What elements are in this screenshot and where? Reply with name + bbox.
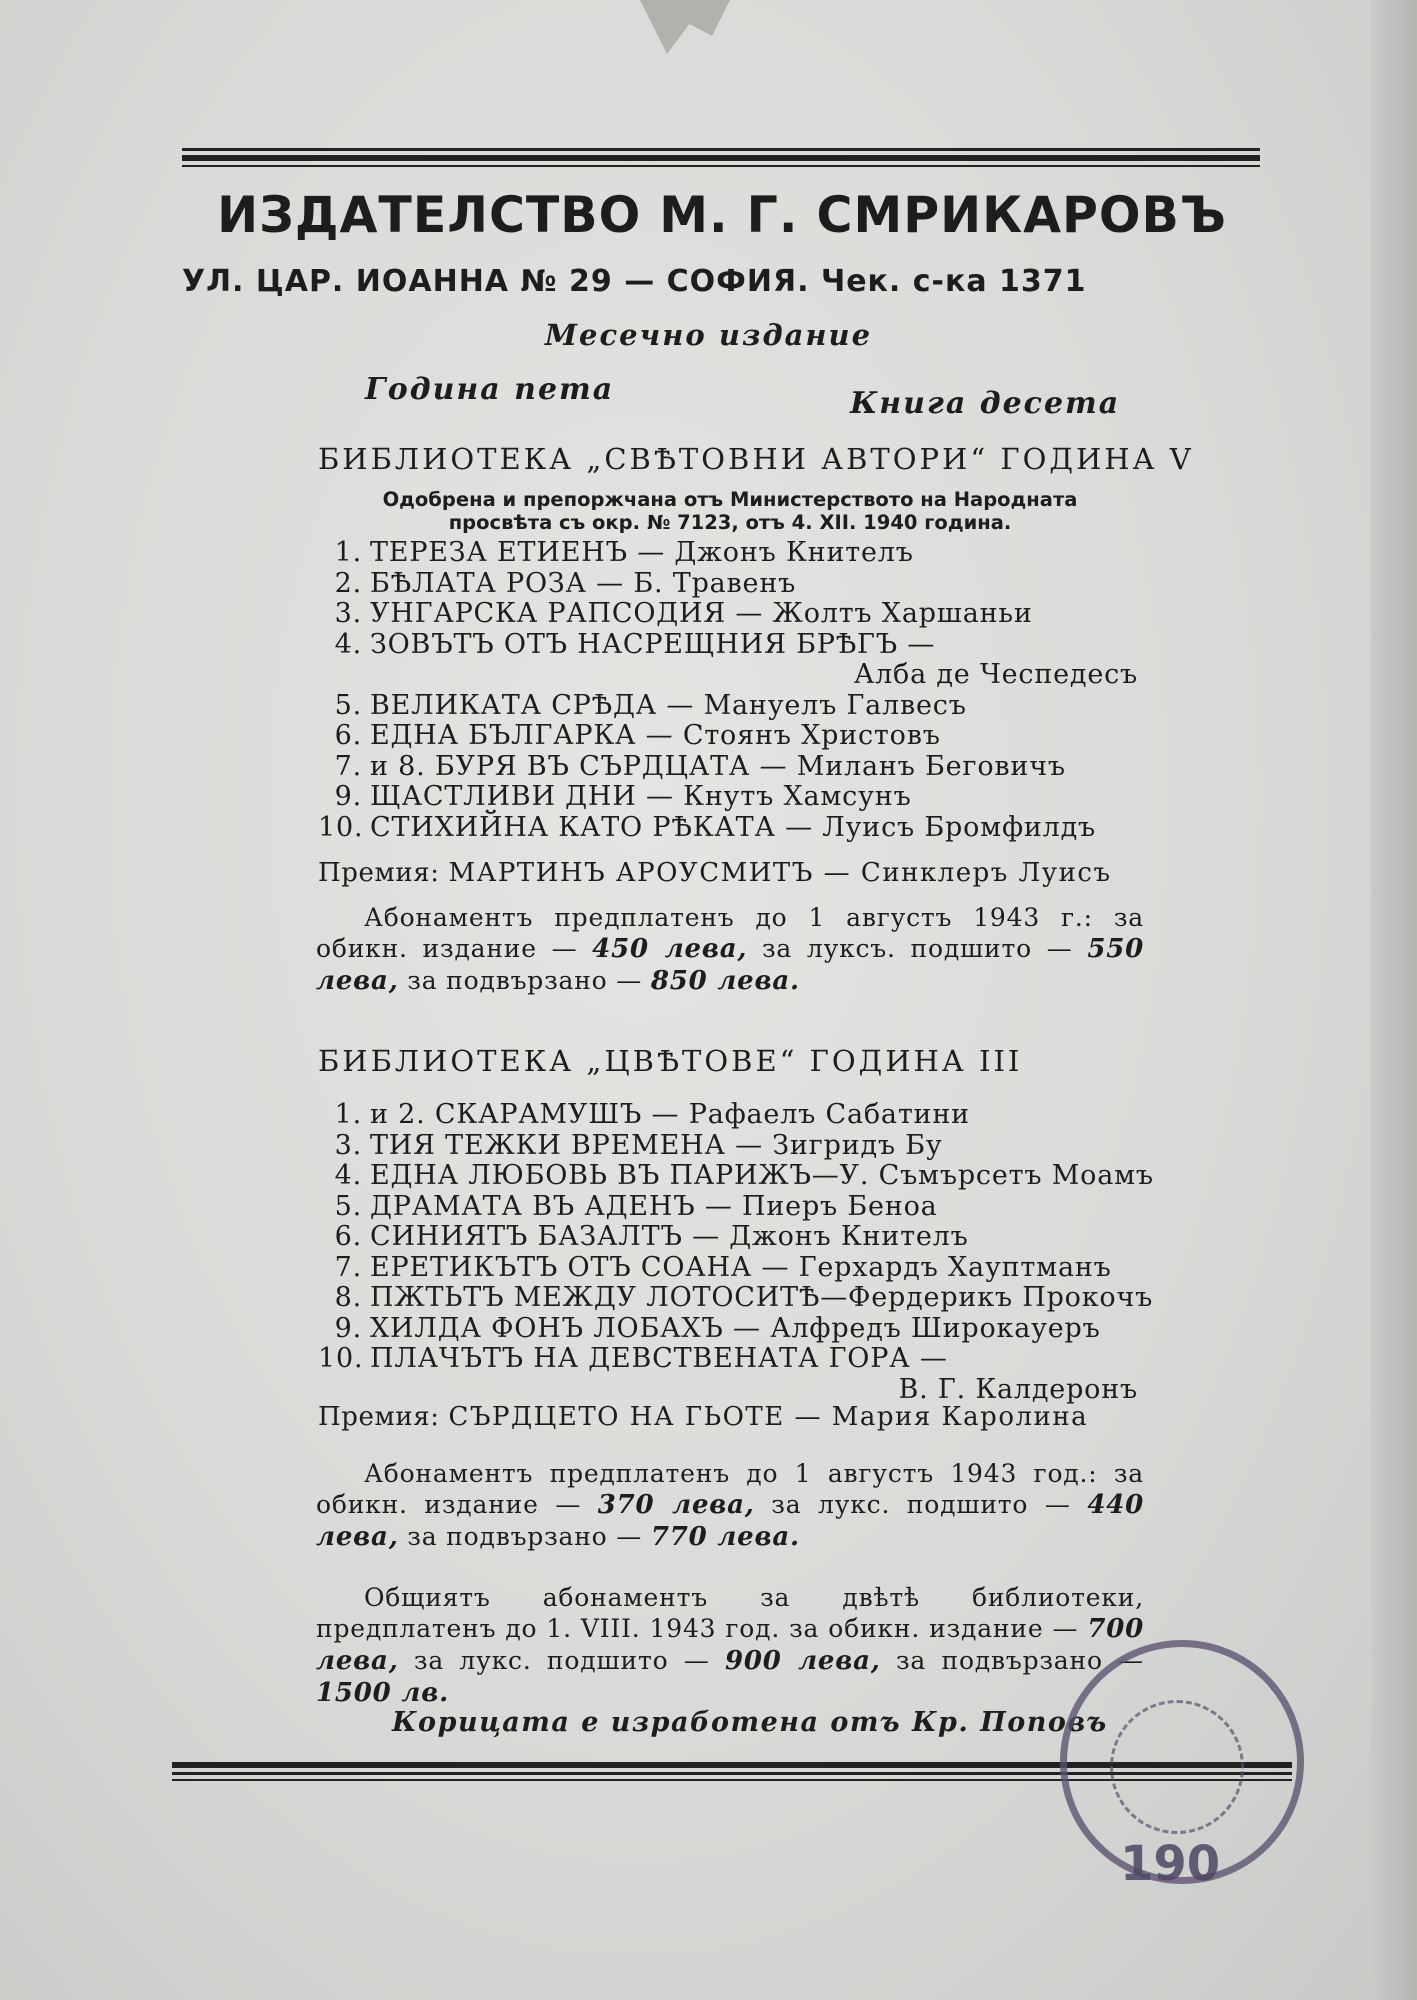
list-item: 4. ЕДНА ЛЮБОВЬ ВЪ ПАРИЖЪ—У. Съмърсетъ Моамъ xyxy=(334,1160,1154,1191)
list-item: 3. ТИЯ ТЕЖКИ ВРЕМЕНА — Зигридъ Бу xyxy=(334,1129,943,1161)
list-item: 9. ХИЛДА ФОНЪ ЛОБАХЪ — Алфредъ Широкауеръ xyxy=(334,1312,1101,1344)
monthly-edition: Месечно издание xyxy=(544,318,873,352)
list-item: 8. ПЖТЬТЪ МЕЖДУ ЛОТОСИТѢ—Фердерикъ Прокочъ xyxy=(334,1282,1154,1313)
list-item: 7. ЕРЕТИКЪТЪ ОТЪ СОАНА — Герхардъ Хауптманъ xyxy=(334,1251,1112,1283)
list-item: 1. и 2. СКАРАМУШЪ — Рафаелъ Сабатини xyxy=(334,1099,970,1130)
world-authors-list xyxy=(318,538,1148,843)
list-item: 10. СТИХИЙНА КАТО РѢКАТА — Луисъ Бромфилдъ xyxy=(318,811,1097,843)
approval-note: Одобрена и препоржчана отъ Министерството на Народната просвѣта съ окр. № 7123, отъ 4. XII. 1940 година. xyxy=(382,488,1078,534)
list-item: 2. БѢЛАТА РОЗА — Б. Травенъ xyxy=(334,567,797,599)
list-item-continuation: В. Г. Калдеронъ xyxy=(898,1373,1138,1405)
subscription-note-1: Абонаментъ предплатенъ до 1 августъ 1943 г.: за обикн. издание — 450 лева, за луксъ. подшито — 550 лева, за подвързано — 850 лева. xyxy=(316,903,1144,996)
library-stamp-inner-ring xyxy=(1110,1700,1244,1834)
list-item: 6. ЕДНА БЪЛГАРКА — Стоянъ Христовъ xyxy=(334,720,941,751)
year-label: Година пета xyxy=(365,372,615,407)
publisher-title: ИЗДАТЕЛСТВО М. Г. СМРИКАРОВЪ xyxy=(217,186,1227,244)
top-rule xyxy=(182,148,1260,167)
subscription-note-2: Абонаментъ предплатенъ до 1 августъ 1943 год.: за обикн. издание — 370 лева, за лукс. подшито — 440 лева, за подвързано — 770 лева. xyxy=(316,1459,1144,1552)
prize-line-2: Премия: СЪРДЦЕТО НА ГЬОТЕ — Мария Каролина xyxy=(318,1402,1089,1432)
publisher-address: УЛ. ЦАР. ИОАННА № 29 — СОФИЯ. Чек. с-ка 1371 xyxy=(182,264,1087,299)
library-heading-flowers: БИБЛИОТЕКА „ЦВѢТОВЕ“ ГОДИНА III xyxy=(318,1044,1023,1078)
list-item: 4. ЗОВЪТЪ ОТЪ НАСРЕЩНИЯ БРѢГЪ — xyxy=(334,628,936,660)
prize-line-1: Премия: МАРТИНЪ АРОУСМИТЪ — Синклеръ Луисъ xyxy=(318,858,1112,888)
list-item: 10. ПЛАЧЪТЪ НА ДЕВСТВЕНАТА ГОРА — xyxy=(318,1343,948,1374)
list-item: 5. ВЕЛИКАТА СРѢДА — Мануелъ Галвесъ xyxy=(334,689,967,721)
list-item: 5. ДРАМАТА ВЪ АДЕНЪ — Пиеръ Беноа xyxy=(334,1190,938,1222)
paper-edge xyxy=(1371,0,1417,2000)
list-item: 6. СИНИЯТЪ БАЗАЛТЪ — Джонъ Кнителъ xyxy=(334,1221,969,1252)
stamp-number: 190 xyxy=(1120,1836,1221,1892)
library-heading-world-authors: БИБЛИОТЕКА „СВѢТОВНИ АВТОРИ“ ГОДИНА V xyxy=(318,442,1194,476)
torn-corner xyxy=(640,0,730,60)
cover-credit: Корицата е изработена отъ Кр. Поповъ xyxy=(392,1707,1108,1738)
book-label: Книга десета xyxy=(850,386,1121,421)
list-item: 9. ЩАСТЛИВИ ДНИ — Кнутъ Хамсунъ xyxy=(334,781,912,812)
list-item-continuation: Алба де Чеспедесъ xyxy=(853,659,1138,690)
flowers-list xyxy=(318,1099,1154,1405)
list-item: 1. ТЕРЕЗА ЕТИЕНЪ — Джонъ Кнителъ xyxy=(334,537,914,568)
list-item: 7. и 8. БУРЯ ВЪ СЪРДЦАТА — Миланъ Беговичъ xyxy=(334,750,1066,782)
combined-subscription-note: Общиятъ абонаментъ за двѣтѣ библиотеки, предплатенъ до 1. VIII. 1943 год. за обикн. издание — 700 лева, за лукс. подшито — 900 лева, за подвързано — 1500 лв. xyxy=(316,1583,1144,1708)
list-item: 3. УНГАРСКА РАПСОДИЯ — Жолтъ Харшаньи xyxy=(334,598,1033,629)
